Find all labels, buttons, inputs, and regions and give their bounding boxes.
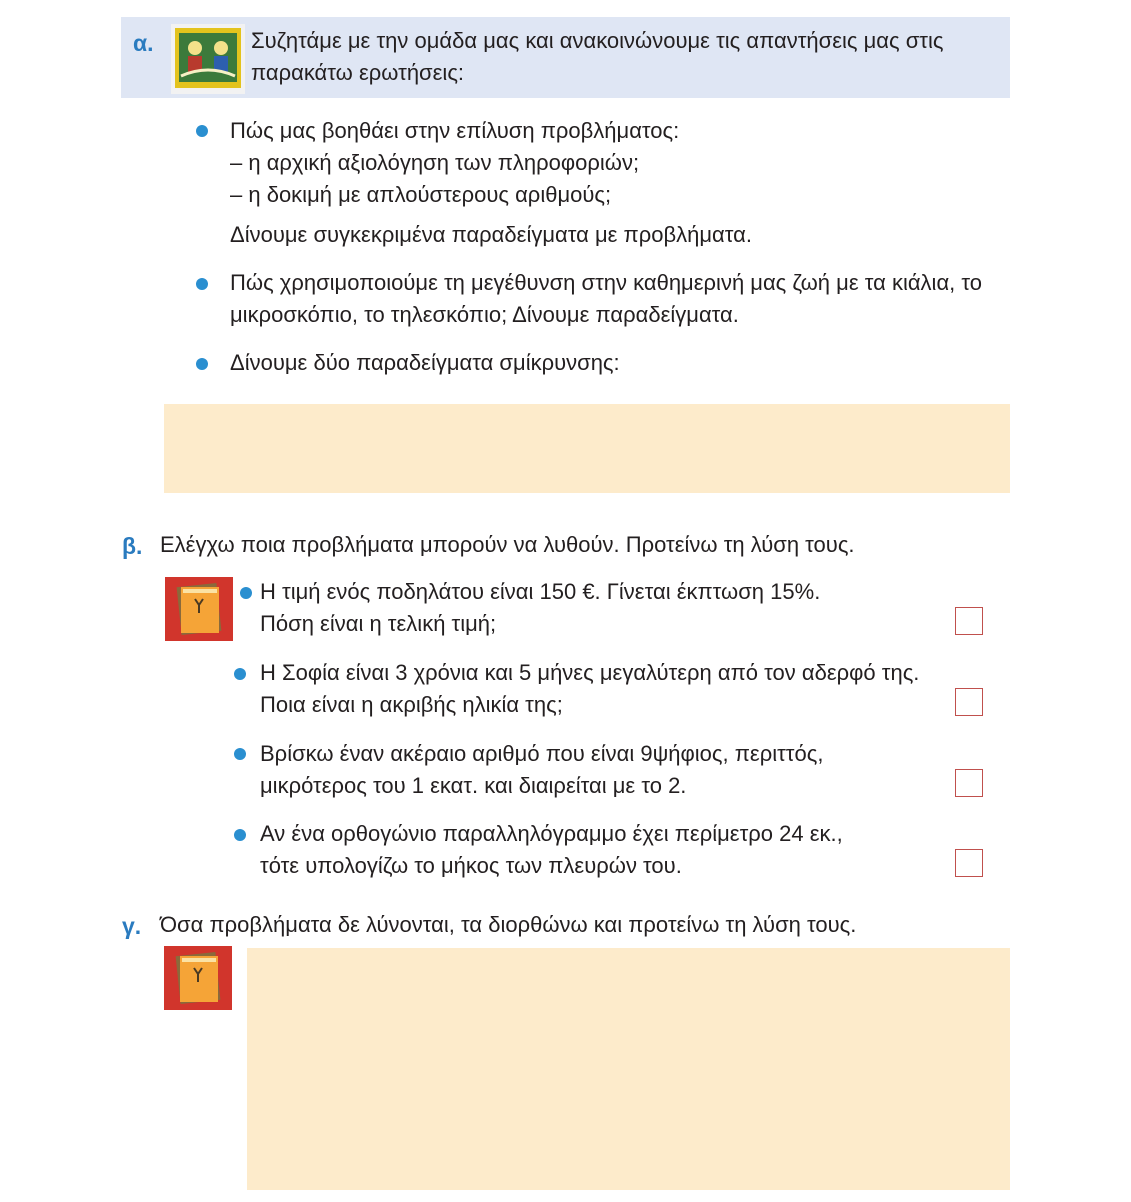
- section-b-item-2-line2: Ποια είναι η ακριβής ηλικία της;: [260, 692, 563, 717]
- section-a-question-1-sub-1: – η αρχική αξιολόγηση των πληροφοριών;: [230, 150, 640, 175]
- section-b-item-2-line1: Η Σοφία είναι 3 χρόνια και 5 μήνες μεγαλύτερη από τον αδερφό της.: [260, 660, 920, 685]
- section-a-question-2-line1: Πώς χρησιμοποιούμε τη μεγέθυνση στην καθημερινή μας ζωή με τα κιάλια, το: [230, 270, 983, 295]
- section-b-item-1-line1: Η τιμή ενός ποδηλάτου είναι 150 €. Γίνεται έκπτωση 15%.: [260, 579, 821, 604]
- section-a-intro-line1: Συζητάμε με την ομάδα μας και ανακοινώνουμε τις απαντήσεις μας στις: [251, 28, 944, 53]
- notebook-icon: [164, 946, 232, 1010]
- section-b-item-4-checkbox[interactable]: [955, 849, 983, 877]
- section-b-item-2-checkbox[interactable]: [955, 688, 983, 716]
- section-a-question-2-line2: μικροσκόπιο, το τηλεσκόπιο; Δίνουμε παραδείγματα.: [230, 302, 739, 327]
- section-b-item-3-checkbox[interactable]: [955, 769, 983, 797]
- section-b-item-4-line1: Αν ένα ορθογώνιο παραλληλόγραμμο έχει περίμετρο 24 εκ.,: [260, 821, 843, 846]
- section-b-letter: β.: [122, 533, 143, 559]
- bullet-dot: [234, 748, 246, 760]
- section-a-question-1: Πώς μας βοηθάει στην επίλυση προβλήματος:: [230, 118, 680, 143]
- section-a-question-1-note: Δίνουμε συγκεκριμένα παραδείγματα με προβλήματα.: [230, 222, 752, 247]
- section-a-answer-box[interactable]: [164, 404, 1010, 493]
- section-b-item-1-checkbox[interactable]: [955, 607, 983, 635]
- section-a-question-1-sub-2: – η δοκιμή με απλούστερους αριθμούς;: [230, 182, 612, 207]
- bullet-dot: [196, 358, 208, 370]
- bullet-dot: [196, 125, 208, 137]
- section-b-intro: Ελέγχω ποια προβλήματα μπορούν να λυθούν. Προτείνω τη λύση τους.: [160, 532, 855, 557]
- section-c-letter: γ.: [122, 913, 142, 939]
- notebook-icon: [165, 577, 233, 641]
- group-discussion-icon: [171, 24, 245, 94]
- bullet-dot: [240, 587, 252, 599]
- section-b-item-4-line2: τότε υπολογίζω το μήκος των πλευρών του.: [260, 853, 682, 878]
- section-c-answer-box[interactable]: [247, 948, 1010, 1190]
- section-b-item-3-line1: Βρίσκω έναν ακέραιο αριθμό που είναι 9ψήφιος, περιττός,: [260, 741, 824, 766]
- section-b-item-3-line2: μικρότερος του 1 εκατ. και διαιρείται με το 2.: [260, 773, 687, 798]
- bullet-dot: [234, 829, 246, 841]
- section-a-intro-line2: παρακάτω ερωτήσεις:: [251, 60, 465, 85]
- bullet-dot: [234, 668, 246, 680]
- section-a-question-3: Δίνουμε δύο παραδείγματα σμίκρυνσης:: [230, 350, 620, 375]
- section-c-intro: Όσα προβλήματα δε λύνονται, τα διορθώνω και προτείνω τη λύση τους.: [160, 912, 857, 937]
- section-b-item-1-line2: Πόση είναι η τελική τιμή;: [260, 611, 497, 636]
- bullet-dot: [196, 278, 208, 290]
- section-a-letter: α.: [133, 30, 154, 56]
